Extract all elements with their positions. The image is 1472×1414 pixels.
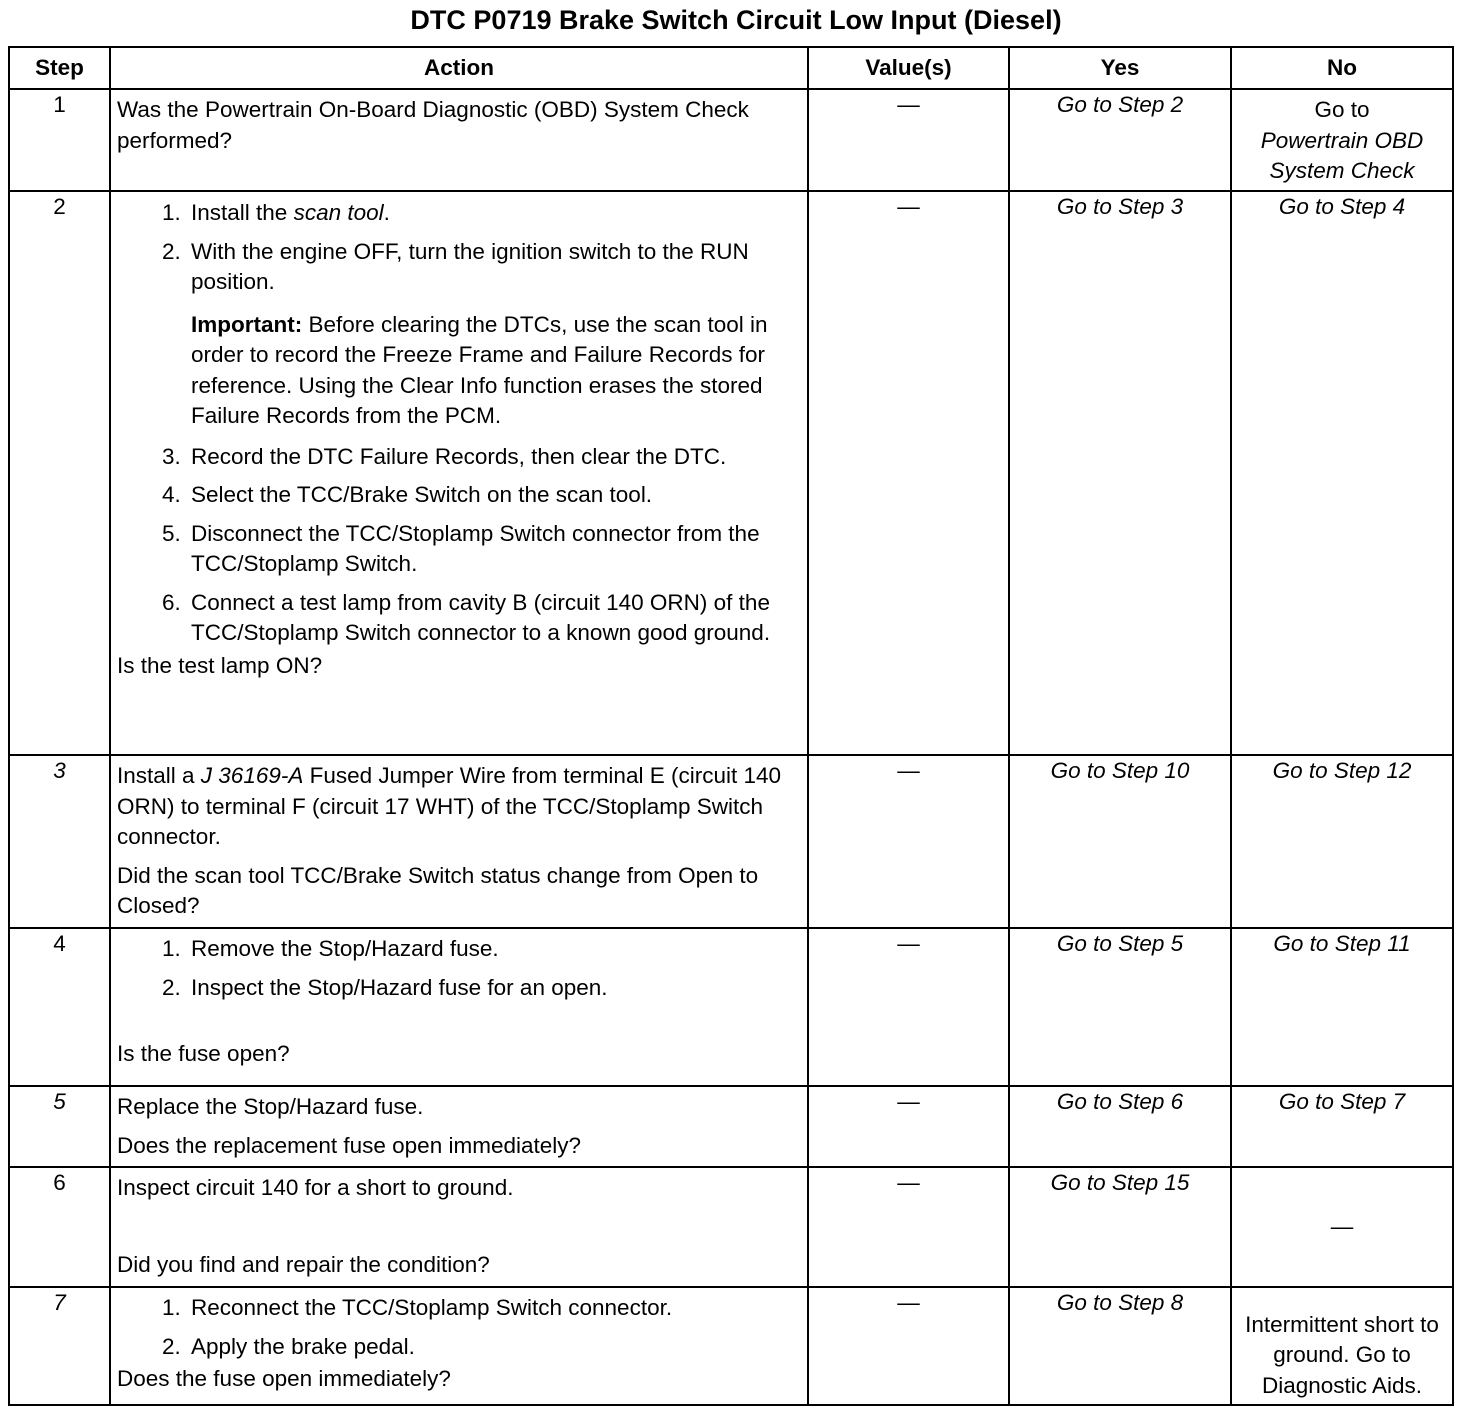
no-cell: Go to Step 12: [1231, 755, 1453, 928]
yes-cell: Go to Step 3: [1009, 191, 1231, 755]
step-number: 5: [9, 1086, 110, 1167]
values-cell: —: [808, 755, 1009, 928]
no-cell: Intermittent short to ground. Go to Diagnostic Aids.: [1231, 1287, 1453, 1405]
action-step: 2. Inspect the Stop/Hazard fuse for an open.: [187, 973, 801, 1004]
table-row: [9, 1287, 1453, 1405]
action-steps-list: [117, 1293, 801, 1362]
header-values: Value(s): [808, 47, 1009, 89]
table-row: [9, 755, 1453, 928]
yes-cell: Go to Step 15: [1009, 1167, 1231, 1287]
step-number: 4: [9, 928, 110, 1086]
table-row: [9, 89, 1453, 191]
action-step: 1. Reconnect the TCC/Stoplamp Switch connector.: [187, 1293, 801, 1324]
table-row: [9, 928, 1453, 1086]
diagnostic-table: [8, 46, 1454, 1406]
no-cell: [1231, 89, 1453, 191]
values-cell: —: [808, 1086, 1009, 1167]
no-cell: Go to Step 4: [1231, 191, 1453, 755]
no-cell: Go to Step 11: [1231, 928, 1453, 1086]
action-step: 6. Connect a test lamp from cavity B (circuit 140 ORN) of the TCC/Stoplamp Switch connector to a known good ground.: [187, 588, 801, 649]
action-step: [187, 237, 801, 432]
important-label: Important:: [191, 311, 303, 337]
values-cell: —: [808, 1167, 1009, 1287]
yes-cell: Go to Step 10: [1009, 755, 1231, 928]
action-steps-list: [117, 934, 801, 1003]
action-step-text: Install the: [191, 200, 294, 225]
action-cell: [110, 1086, 808, 1167]
action-question: Did you find and repair the condition?: [117, 1251, 490, 1277]
action-step: 2. Apply the brake pedal.: [187, 1332, 801, 1363]
table-row: [9, 191, 1453, 755]
table-row: [9, 1086, 1453, 1167]
tool-reference: J 36169-A: [200, 763, 304, 788]
step-number: 6: [9, 1167, 110, 1287]
step-number: 2: [9, 191, 110, 755]
action-step-emphasis: scan tool: [293, 200, 384, 225]
values-cell: —: [808, 928, 1009, 1086]
action-steps-list: [117, 198, 801, 649]
no-cell: —: [1231, 1167, 1453, 1287]
action-cell: [110, 755, 808, 928]
action-question: Did the scan tool TCC/Brake Switch status change from Open to Closed?: [117, 862, 759, 918]
values-cell: —: [808, 1287, 1009, 1405]
header-action: Action: [110, 47, 808, 89]
step-number: 3: [9, 755, 110, 928]
page-title: DTC P0719 Brake Switch Circuit Low Input (Diesel): [410, 5, 1062, 35]
action-step: [187, 198, 801, 229]
action-question: Was the Powertrain On-Board Diagnostic (OBD) System Check performed?: [117, 97, 749, 153]
header-row: [9, 47, 1453, 89]
action-step: 4. Select the TCC/Brake Switch on the scan tool.: [187, 480, 801, 511]
action-text: Fused Jumper Wire from terminal E (circuit 140 ORN) to terminal F (circuit 17 WHT) of the TCC/Stoplamp Switch connector.: [117, 763, 782, 849]
values-cell: —: [808, 89, 1009, 191]
action-step: 5. Disconnect the TCC/Stoplamp Switch connector from the TCC/Stoplamp Switch.: [187, 519, 801, 580]
action-question: Does the fuse open immediately?: [117, 1366, 451, 1391]
action-question: Is the test lamp ON?: [117, 652, 323, 678]
no-goto-text: Go to: [1314, 97, 1370, 122]
action-question: Does the replacement fuse open immediately?: [117, 1132, 582, 1158]
action-cell: [110, 1287, 808, 1405]
action-cell: [110, 191, 808, 755]
yes-cell: Go to Step 5: [1009, 928, 1231, 1086]
important-text: Before clearing the DTCs, use the scan tool in order to record the Freeze Frame and Failure Records for reference. Using the Clear Info function erases the stored Failure Records from the PCM.: [191, 311, 768, 428]
yes-cell: Go to Step 2: [1009, 89, 1231, 191]
action-step: 1. Remove the Stop/Hazard fuse.: [187, 934, 801, 965]
action-instruction: [117, 761, 801, 853]
no-cell: Go to Step 7: [1231, 1086, 1453, 1167]
action-cell: [110, 89, 808, 191]
yes-cell: Go to Step 6: [1009, 1086, 1231, 1167]
action-step-text: .: [383, 200, 390, 225]
header-no: No: [1231, 47, 1453, 89]
no-goto-target: Powertrain OBD System Check: [1260, 127, 1424, 183]
table-row: [9, 1167, 1453, 1287]
important-note: [191, 310, 801, 432]
step-number: 7: [9, 1287, 110, 1405]
action-text: Install a: [117, 763, 201, 788]
action-cell: [110, 1167, 808, 1287]
action-instruction: Replace the Stop/Hazard fuse.: [117, 1094, 424, 1119]
action-step-text: With the engine OFF, turn the ignition switch to the RUN position.: [191, 238, 749, 294]
values-cell: —: [808, 191, 1009, 755]
action-instruction: Inspect circuit 140 for a short to ground.: [117, 1175, 514, 1200]
yes-cell: Go to Step 8: [1009, 1287, 1231, 1405]
header-step: Step: [9, 47, 110, 89]
action-step: 3. Record the DTC Failure Records, then clear the DTC.: [187, 442, 801, 473]
header-yes: Yes: [1009, 47, 1231, 89]
action-cell: [110, 928, 808, 1086]
step-number: 1: [9, 89, 110, 191]
action-question: Is the fuse open?: [117, 1041, 290, 1066]
